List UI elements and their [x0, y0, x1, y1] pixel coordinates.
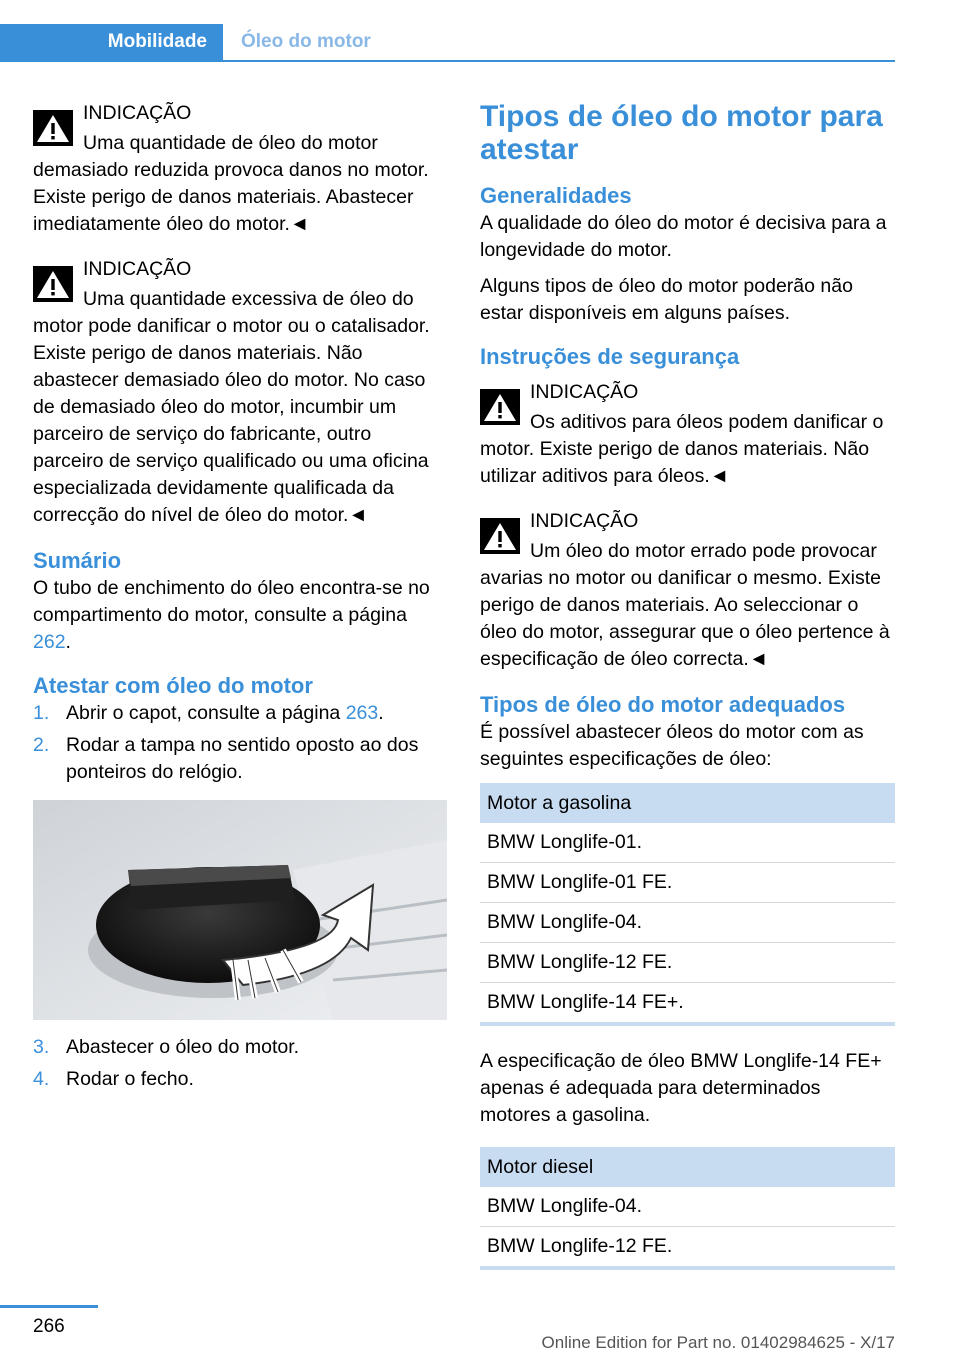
warning-note — [480, 508, 895, 673]
note-text: Uma quantidade excessiva de óleo do motor pode danificar o motor ou o catalisador. Existe perigo de danos materiais. Não abastecer demasiado óleo do motor. No caso de demasiado óleo do motor, incumbir um parceiro de serviço do fabricante, outro parceiro de serviço qualificado ou uma oficina especializada devidamente qualificada da correcção do nível de óleo do motor.◄ — [33, 288, 430, 526]
step-number: 1. — [33, 702, 50, 724]
page-number-bar — [0, 1305, 98, 1308]
table-row: BMW Longlife-01 FE. — [480, 863, 895, 903]
step-number: 4. — [33, 1068, 50, 1090]
warning-note — [33, 100, 447, 238]
tab-chapter[interactable]: Óleo do motor — [241, 31, 371, 52]
diesel-spec-table — [480, 1147, 895, 1270]
general-paragraph: A qualidade do óleo do motor é decisiva para a longevidade do motor. — [480, 212, 887, 261]
oil-cap-image — [33, 800, 447, 1020]
page-link[interactable]: 263 — [345, 702, 379, 724]
petrol-spec-table — [480, 783, 895, 1026]
steps-list-continued — [33, 1034, 447, 1093]
page-number: 266 — [33, 1316, 65, 1337]
warning-note — [33, 256, 447, 529]
note-text: Um óleo do motor errado pode provocar avarias no motor ou danificar o mesmo. Existe perigo de danos materiais. Ao seleccionar o óleo do motor, assegurar que o óleo pertence à especificação de óleo correcta.◄ — [480, 540, 890, 670]
warning-icon — [480, 389, 520, 425]
note-label: INDICAÇÃO — [83, 102, 192, 124]
summary-heading: Sumário — [33, 548, 122, 573]
table-row: BMW Longlife-12 FE. — [480, 943, 895, 983]
table-header: Motor diesel — [480, 1147, 895, 1187]
step-item: 1. Abrir o capot, consulte a página 263. — [33, 700, 447, 727]
note-label: INDICAÇÃO — [83, 258, 192, 280]
table-row: BMW Longlife-12 FE. — [480, 1227, 895, 1269]
step-item: 2. Rodar a tampa no sentido oposto ao dos ponteiros do relógio. — [33, 734, 419, 783]
edition-footer: Online Edition for Part no. 01402984625 - X/17 — [541, 1333, 895, 1352]
general-heading: Generalidades — [480, 183, 632, 208]
page-link[interactable]: 262 — [33, 631, 66, 653]
warning-icon — [33, 266, 73, 302]
types-heading: Tipos de óleo do motor adequados — [480, 692, 846, 717]
step-item: 3. Abastecer o óleo do motor. — [33, 1034, 447, 1061]
note-label: INDICAÇÃO — [530, 510, 639, 532]
table-row: BMW Longlife-04. — [480, 903, 895, 943]
warning-icon — [480, 518, 520, 554]
header-divider — [0, 60, 895, 62]
general-paragraph: Alguns tipos de óleo do motor poderão não estar disponíveis em alguns países. — [480, 275, 853, 324]
summary-text: O tubo de enchimento do óleo encontra-se no compartimento do motor, consulte a página 262. — [33, 577, 430, 653]
table-row: BMW Longlife-01. — [480, 823, 895, 863]
left-column — [33, 100, 447, 1098]
note-text: Os aditivos para óleos podem danificar o motor. Existe perigo de danos materiais. Não utilizar aditivos para óleos.◄ — [480, 411, 884, 487]
page-header — [0, 24, 895, 62]
step-item: 4. Rodar o fecho. — [33, 1066, 447, 1093]
step-number: 3. — [33, 1036, 50, 1058]
note-text: Uma quantidade de óleo do motor demasiado reduzida provoca danos no motor. Existe perigo de danos materiais. Abastecer imediatamente óleo do motor.◄ — [33, 132, 429, 235]
warning-note — [480, 379, 895, 490]
fill-heading: Atestar com óleo do motor — [33, 673, 313, 698]
main-heading: Tipos de óleo do motor para atestar — [480, 100, 883, 166]
right-column — [480, 100, 895, 1270]
table-header: Motor a gasolina — [480, 783, 895, 823]
table-row: BMW Longlife-14 FE+. — [480, 983, 895, 1025]
steps-list — [33, 700, 447, 786]
types-intro: É possível abastecer óleos do motor com as seguintes especificações de óleo: — [480, 721, 864, 770]
petrol-note: A especificação de óleo BMW Longlife-14 FE+ apenas é adequada para determinados motores a gasolina. — [480, 1050, 882, 1126]
warning-icon — [33, 110, 73, 146]
tab-section[interactable]: Mobilidade — [0, 24, 223, 60]
table-row: BMW Longlife-04. — [480, 1187, 895, 1227]
note-label: INDICAÇÃO — [530, 381, 639, 403]
oil-cap-illustration — [33, 800, 447, 1020]
step-number: 2. — [33, 734, 50, 756]
safety-heading: Instruções de segurança — [480, 344, 740, 369]
